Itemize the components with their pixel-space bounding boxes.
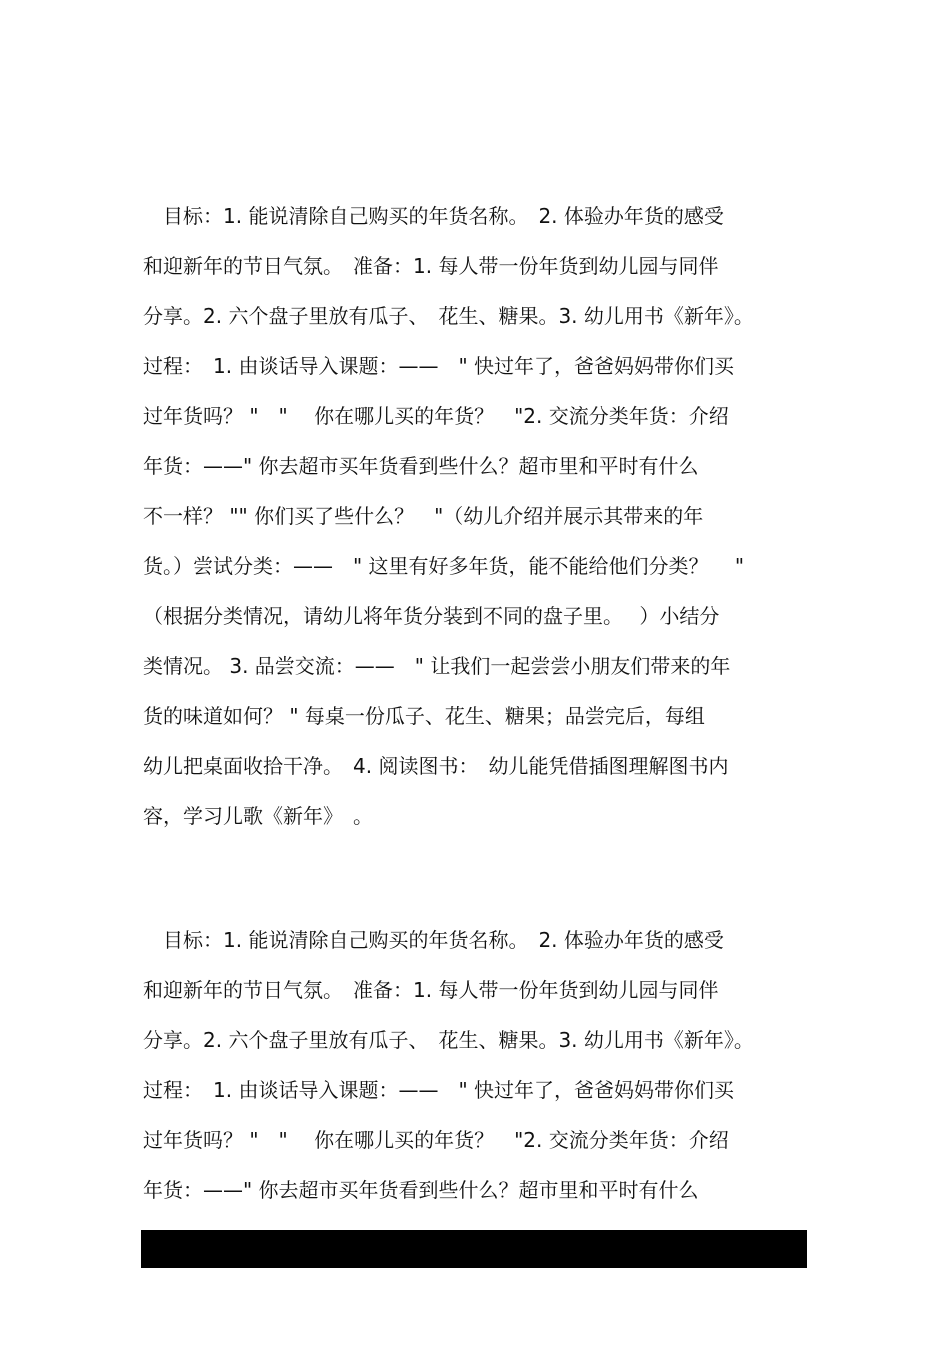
text-line: 年货：——" 你去超市买年货看到些什么？超市里和平时有什么 xyxy=(143,454,699,478)
text-line: （根据分类情况，请幼儿将年货分装到不同的盘子里。 ）小结分 xyxy=(143,604,720,628)
text-line: 分享。2. 六个盘子里放有瓜子、 花生、糖果。3. 幼儿用书《新年》。 xyxy=(143,1028,754,1052)
text-block-2 xyxy=(143,922,823,1222)
text-block-1 xyxy=(143,198,823,848)
text-line: 过程： 1. 由谈话导入课题：—— " 快过年了，爸爸妈妈带你们买 xyxy=(143,354,734,378)
text-line: 和迎新年的节日气氛。 准备：1. 每人带一份年货到幼儿园与同伴 xyxy=(143,254,719,278)
text-line: 过程： 1. 由谈话导入课题：—— " 快过年了，爸爸妈妈带你们买 xyxy=(143,1078,734,1102)
text-line: 幼儿把桌面收拾干净。 4. 阅读图书： 幼儿能凭借插图理解图书内 xyxy=(143,754,729,778)
text-line: 目标：1. 能说清除自己购买的年货名称。 2. 体验办年货的感受 xyxy=(143,928,724,952)
redaction-bar xyxy=(141,1230,807,1268)
text-line: 目标：1. 能说清除自己购买的年货名称。 2. 体验办年货的感受 xyxy=(143,204,724,228)
text-line: 和迎新年的节日气氛。 准备：1. 每人带一份年货到幼儿园与同伴 xyxy=(143,978,719,1002)
text-line: 分享。2. 六个盘子里放有瓜子、 花生、糖果。3. 幼儿用书《新年》。 xyxy=(143,304,754,328)
text-line: 类情况。 3. 品尝交流：—— " 让我们一起尝尝小朋友们带来的年 xyxy=(143,654,731,678)
text-line: 过年货吗？ " " 你在哪儿买的年货？ "2. 交流分类年货：介绍 xyxy=(143,1128,729,1152)
text-line: 过年货吗？ " " 你在哪儿买的年货？ "2. 交流分类年货：介绍 xyxy=(143,404,729,428)
text-line: 不一样？ "" 你们买了些什么？ "（幼儿介绍并展示其带来的年 xyxy=(143,504,704,528)
text-line: 容，学习儿歌《新年》 。 xyxy=(143,804,373,828)
text-line: 货的味道如何？ " 每桌一份瓜子、花生、糖果；品尝完后，每组 xyxy=(143,704,705,728)
text-line: 货。）尝试分类：—— " 这里有好多年货，能不能给他们分类？ " xyxy=(143,554,745,578)
text-line: 年货：——" 你去超市买年货看到些什么？超市里和平时有什么 xyxy=(143,1178,699,1202)
